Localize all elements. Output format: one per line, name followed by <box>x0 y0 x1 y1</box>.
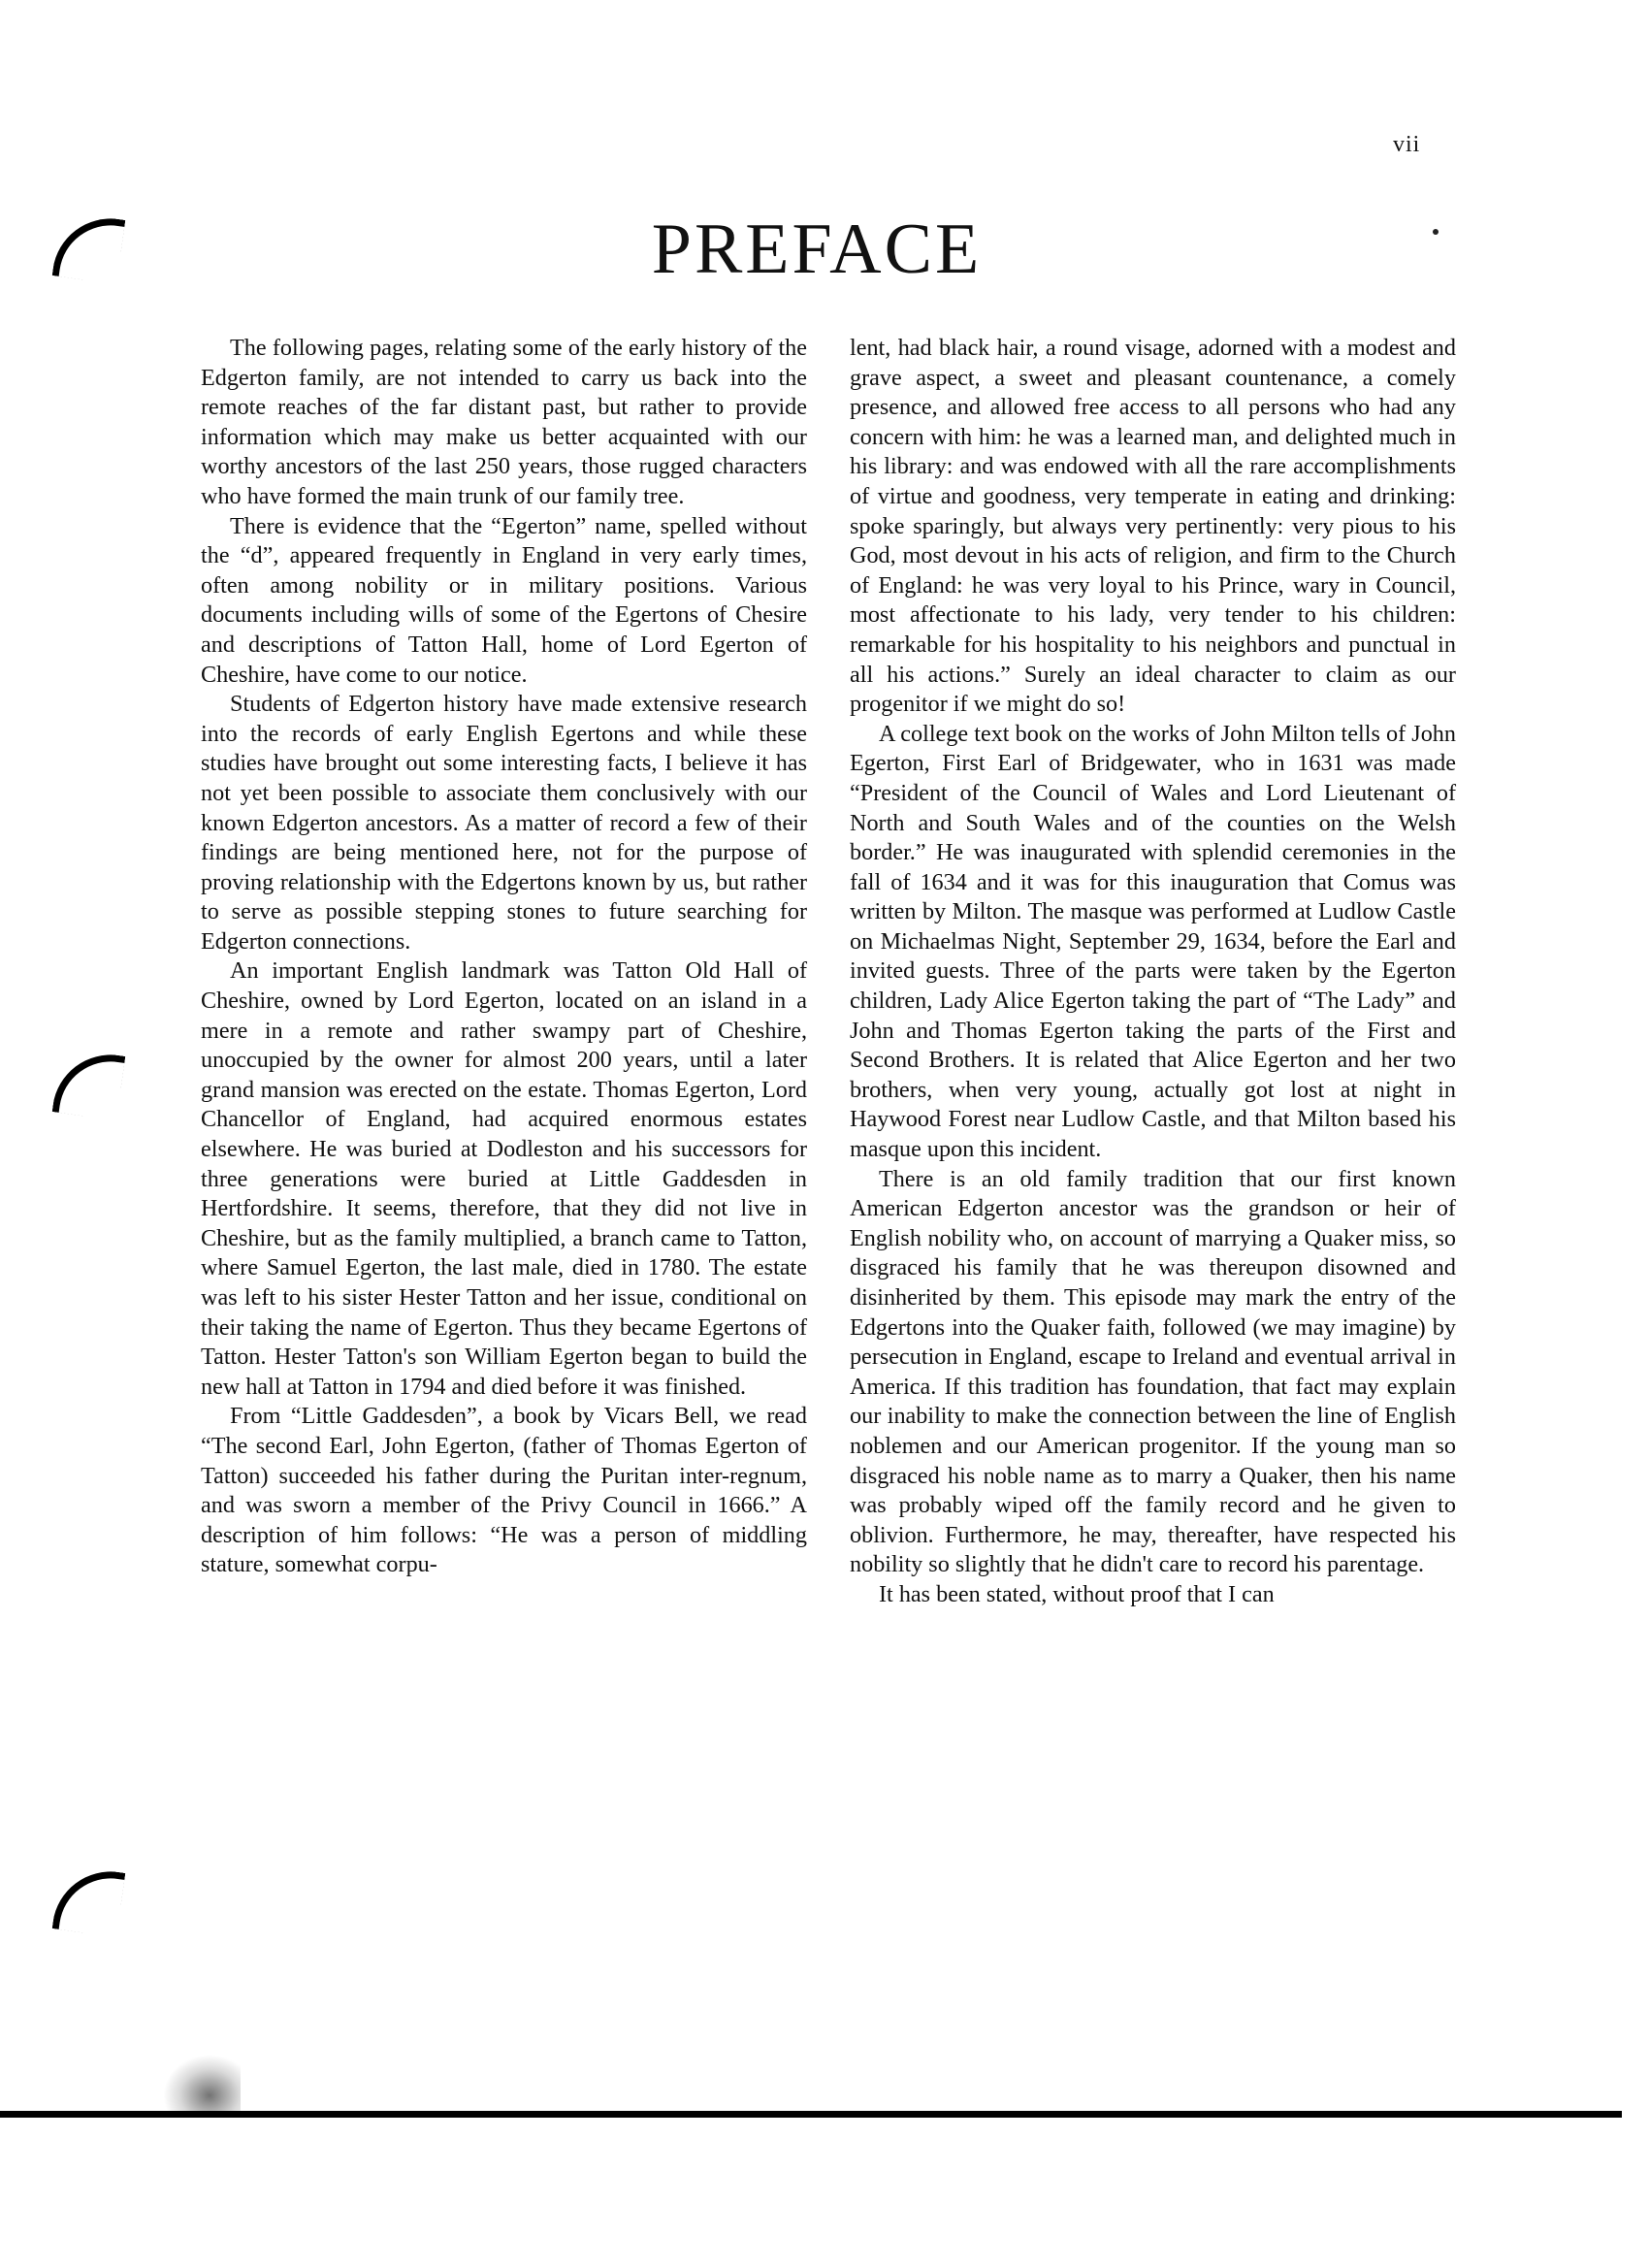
scan-smudge <box>163 2055 241 2113</box>
page-title <box>0 209 1649 291</box>
paragraph: From “Little Gaddesden”, a book by Vicars Bell, we read “The second Earl, John Egerton, (father of Thomas Egerton of Tatton) succeeded his father during the Puritan inter-regnum, and was sworn a member of the Privy Council in 1666.” A description of him follows: “He was a person of middling stature, somewhat corpu- <box>201 1403 807 1578</box>
ink-speck <box>1433 229 1439 235</box>
paragraph: A college text book on the works of John Milton tells of John Egerton, First Earl of Bridgewater, who in 1631 was made “President of the Council of Wales and Lord Lieutenant of North and South Wales and of the counties on the Welsh border.” He was inaugurated with splendid ceremonies in the fall of 1634 and it was for this inauguration that Comus was written by Milton. The masque was performed at Ludlow Castle on Michaelmas Night, September 29, 1634, before the Earl and invited guests. Three of the parts were taken by the Egerton children, Lady Alice Egerton taking the part of “The Lady” and John and Thomas Egerton taking the parts of the First and Second Brothers. It is related that Alice Egerton and her two brothers, when very young, actually got lost at night in Haywood Forest near Ludlow Castle, and that Milton based his masque upon this incident. <box>850 720 1456 1163</box>
left-column <box>201 334 807 1580</box>
paragraph: Students of Edgerton history have made extensive research into the records of early English Egertons and while these studies have brought out some interesting facts, I believe it has not yet been possible to associate them conclusively with our known Edgerton ancestors. As a matter of record a few of their findings are being mentioned here, not for the purpose of proving relationship with the Edgertons known by us, but rather to serve as possible stepping stones to future searching for Edgerton connections. <box>201 691 807 955</box>
binder-hole-mark <box>52 1864 126 1938</box>
paragraph: It has been stated, without proof that I can <box>879 1580 1275 1607</box>
right-column <box>850 334 1456 1610</box>
paragraph: There is evidence that the “Egerton” name, spelled without the “d”, appeared frequently in England in very early times, often among nobility or in military positions. Various documents including wills of some of the Egertons of Chesire and descriptions of Tatton Hall, home of Lord Egerton of Cheshire, have come to our notice. <box>201 512 807 688</box>
page-number: vii <box>1393 132 1421 157</box>
bottom-rule <box>0 2111 1622 2118</box>
page-title-text: PREFACE <box>651 210 983 289</box>
binder-hole-mark <box>52 1048 126 1121</box>
paragraph: There is an old family tradition that our first known American Edgerton ancestor was the grandson or heir of English nobility who, on account of marrying a Quaker miss, so disgraced his family that he was thereupon disowned and disinherited by them. This episode may mark the entry of the Edgertons into the Quaker faith, followed (we may imagine) by persecution in England, escape to Ireland and eventual arrival in America. If this tradition has foundation, that fact may explain our inability to make the connection between the line of English noblemen and our American progenitor. If the young man so disgraced his noble name as to marry a Quaker, then his name was probably wiped off the family record and he given to oblivion. Furthermore, he may, thereafter, have respected his nobility so slightly that he didn't care to record his parentage. <box>850 1165 1456 1578</box>
paragraph: The following pages, relating some of the early history of the Edgerton family, are not intended to carry us back into the remote reaches of the far distant past, but rather to provide information which may make us better acquainted with our worthy ancestors of the last 250 years, those rugged characters who have formed the main trunk of our family tree. <box>201 335 807 509</box>
paragraph: An important English landmark was Tatton Old Hall of Cheshire, owned by Lord Egerton, located on an island in a mere in a remote and rather swampy part of Cheshire, unoccupied by the owner for almost 200 years, until a later grand mansion was erected on the estate. Thomas Egerton, Lord Chancellor of England, had acquired enormous estates elsewhere. He was buried at Dodleston and his successors for three generations were buried at Little Gaddesden in Hertfordshire. It seems, therefore, that they did not live in Cheshire, but as the family multiplied, a branch came to Tatton, where Samuel Egerton, the last male, died in 1780. The estate was left to his sister Hester Tatton and her issue, conditional on their taking the name of Egerton. Thus they became Egertons of Tatton. Hester Tatton's son William Egerton began to build the new hall at Tatton in 1794 and died before it was finished. <box>201 957 807 1400</box>
paragraph-continued: lent, had black hair, a round visage, adorned with a modest and grave aspect, a sweet and pleasant countenance, a comely presence, and allowed free access to all persons who had any concern with him: he was a learned man, and delighted much in his library: and was endowed with all the rare accomplishments of virtue and goodness, very temperate in eating and drinking: spoke sparingly, but always very pertinently: very pious to his God, most devout in his acts of religion, and firm to the Church of England: he was very loyal to his Prince, wary in Council, most affectionate to his lady, very tender to his children: remarkable for his hospitality to his neighbors and punctual in all his actions.” Surely an ideal character to claim as our progenitor if we might do so! <box>850 335 1456 718</box>
